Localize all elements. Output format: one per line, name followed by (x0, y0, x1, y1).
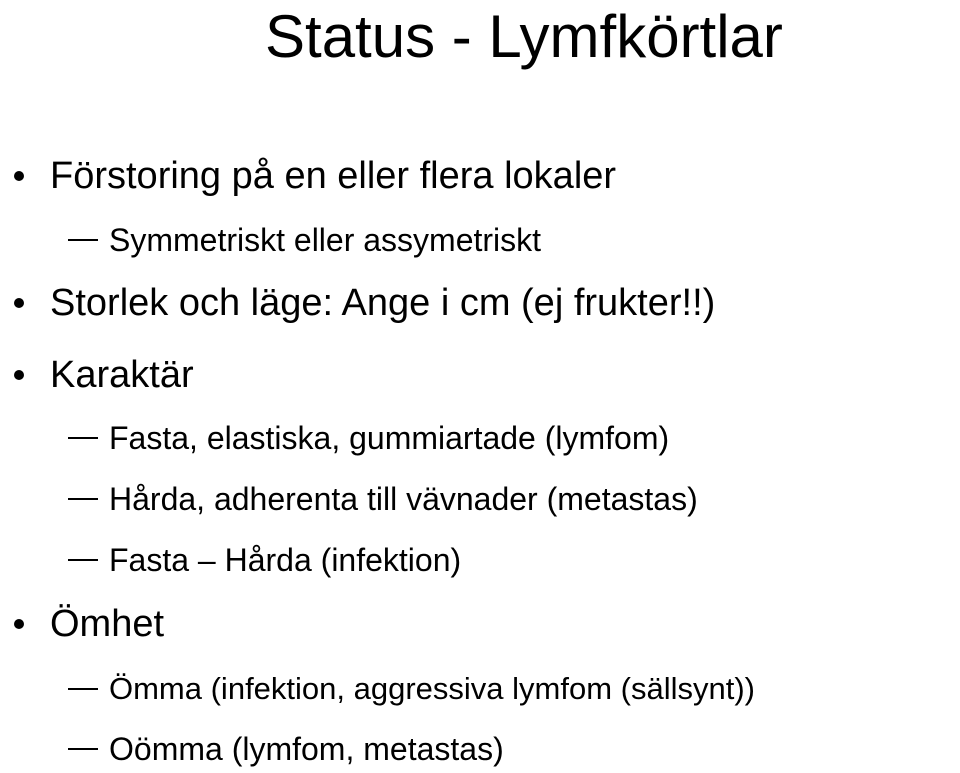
dash-icon (68, 559, 98, 561)
dash-icon (68, 437, 98, 439)
dash-icon (68, 498, 98, 500)
bullet-text: Karaktär (50, 354, 194, 396)
bullet-text: Storlek och läge: Ange i cm (ej frukter!!) (50, 282, 716, 324)
bullet-text: Förstoring på en eller flera lokaler (50, 155, 617, 197)
sub-bullet-text: Fasta, elastiska, gummiartade (lymfom) (109, 420, 670, 456)
sub-bullet-text: Oömma (lymfom, metastas) (109, 731, 504, 767)
bullet-dot-icon (14, 619, 24, 629)
bullet-dot-icon (14, 370, 24, 380)
bullet-dot-icon (14, 298, 24, 308)
dash-icon (68, 748, 98, 750)
bullet-text: Ömhet (50, 603, 165, 645)
sub-bullet-text: Ömma (infektion, aggressiva lymfom (sällsynt)) (109, 671, 755, 706)
dash-icon (68, 688, 98, 690)
sub-bullet-text: Hårda, adherenta till vävnader (metastas) (109, 481, 698, 517)
sub-bullet-text: Symmetriskt eller assymetriskt (109, 222, 542, 258)
slide-title: Status - Lymfkörtlar (265, 3, 783, 70)
bullet-dot-icon (14, 171, 24, 181)
sub-bullet-text: Fasta – Hårda (infektion) (109, 542, 462, 578)
dash-icon (68, 239, 98, 241)
